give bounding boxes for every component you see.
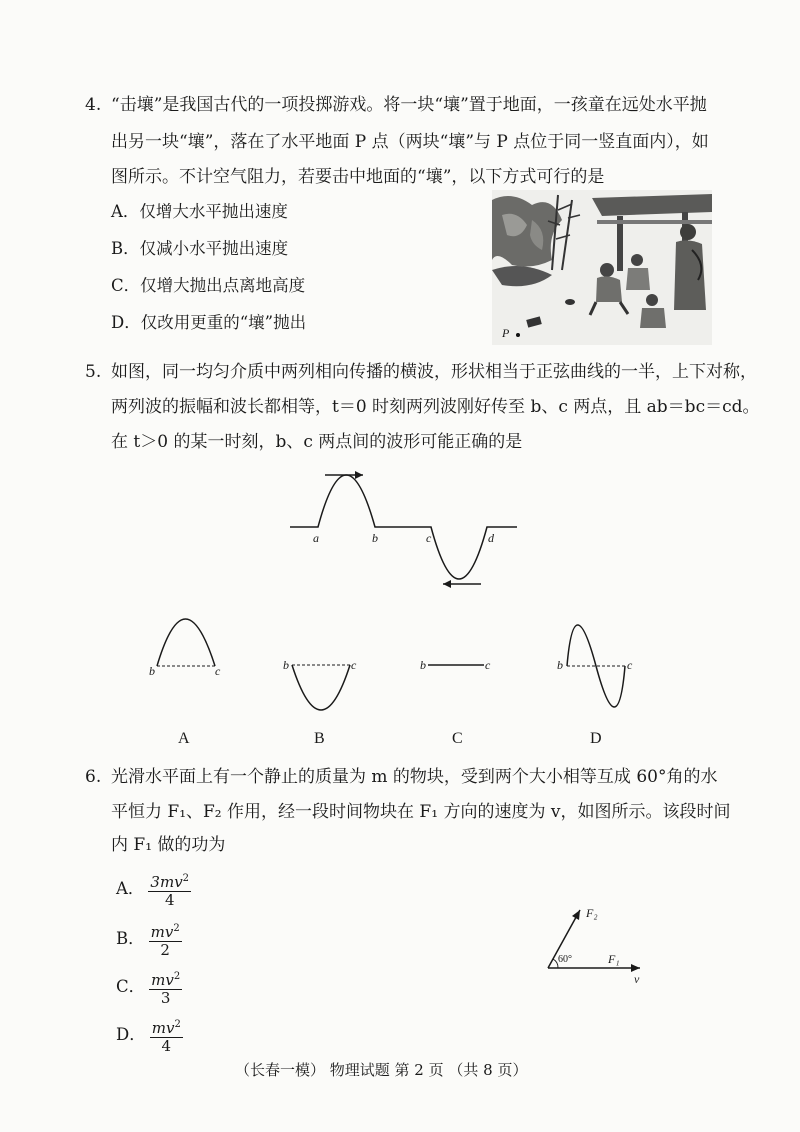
q6-option-d-num: mv [151, 1019, 175, 1037]
force-diagram [540, 900, 660, 990]
question-4-line-3: 图所示。不计空气阻力，若要击中地面的“壤”，以下方式可行的是 [111, 167, 605, 187]
q6-option-b-fraction [149, 920, 182, 959]
question-6-line-3: 内 F₁ 做的功为 [111, 835, 226, 855]
q6-option-a[interactable] [116, 870, 191, 909]
q4-option-a[interactable]: A．仅增大水平抛出速度 [111, 202, 288, 221]
question-6-line-1: 光滑水平面上有一个静止的质量为 m 的物块，受到两个大小相等互成 60°角的水 [111, 767, 718, 787]
q6-option-b-letter: B． [116, 929, 145, 948]
question-6-line-2: 平恒力 F₁、F₂ 作用，经一段时间物块在 F₁ 方向的速度为 v，如图所示。该段时间 [111, 802, 731, 822]
choice-a-c: c [215, 664, 221, 678]
choice-a-label[interactable]: A [178, 730, 190, 747]
jirang-game-illustration [492, 190, 712, 345]
f1-arrow-icon [631, 964, 640, 972]
q4-option-b[interactable]: B．仅减小水平抛出速度 [111, 239, 289, 258]
label-c: c [426, 531, 432, 545]
choice-b-c: c [351, 658, 357, 672]
choice-c-c: c [485, 658, 491, 672]
q6-option-a-fraction [148, 870, 191, 909]
q4-option-d[interactable]: D．仅改用更重的“壤”抛出 [111, 313, 307, 332]
choice-c-label[interactable]: C [452, 730, 463, 747]
question-4-line-1: “击壤”是我国古代的一项投掷游戏。将一块“壤”置于地面，一孩童在远处水平抛 [111, 95, 707, 115]
choice-b-label[interactable]: B [314, 730, 325, 747]
q4-option-c[interactable]: C．仅增大抛出点离地高度 [111, 276, 306, 295]
question-6-number: 6. [85, 767, 102, 787]
choice-a-b: b [149, 664, 155, 678]
choice-d-b: b [557, 658, 563, 672]
q6-option-c-letter: C． [116, 977, 146, 996]
right-arrow-icon [355, 471, 363, 479]
q6-option-c-num: mv [151, 971, 174, 989]
label-d: d [488, 531, 494, 545]
choice-b-figure [280, 655, 370, 725]
choice-d-figure [555, 612, 640, 724]
question-5-line-1: 如图，同一均匀介质中两列相向传播的横波，形状相当于正弦曲线的一半，上下对称， [111, 362, 757, 382]
page-footer: （长春一模） 物理试题 第 2 页 （共 8 页） [235, 1061, 528, 1079]
q6-option-d[interactable] [116, 1016, 183, 1055]
question-4-number: 4. [85, 95, 102, 115]
q6-option-b-den: 2 [160, 941, 170, 959]
q6-option-d-exp: 2 [174, 1019, 181, 1030]
q6-option-d-den: 4 [161, 1037, 172, 1055]
q6-option-a-exp: 2 [182, 873, 190, 884]
q6-option-a-letter: A． [116, 879, 145, 898]
q6-option-c-fraction [149, 968, 182, 1007]
q6-option-c[interactable] [116, 968, 182, 1007]
question-5-line-2: 两列波的振幅和波长都相等，t＝0 时刻两列波刚好传至 b、c 两点，且 ab＝bc＝cd。 [111, 397, 760, 417]
question-4-line-2: 出另一块“壤”，落在了水平地面 P 点（两块“壤”与 P 点位于同一竖直面内），如 [111, 132, 709, 152]
f2-label: F₂ [586, 906, 598, 920]
label-b: b [372, 531, 378, 545]
wave-figure [285, 465, 525, 595]
choice-d-label[interactable]: D [590, 730, 602, 747]
choice-d-c: c [627, 658, 633, 672]
question-5-line-3: 在 t＞0 的某一时刻，b、c 两点间的波形可能正确的是 [111, 432, 523, 452]
left-arrow-icon [443, 580, 451, 588]
angle-label: 60° [558, 954, 572, 965]
wave-curve [290, 475, 517, 579]
q6-option-d-fraction [150, 1016, 183, 1055]
choice-b-b: b [283, 658, 289, 672]
q6-option-a-num: 3mv [150, 873, 183, 891]
choice-a-figure [145, 612, 230, 692]
point-p-label: P [502, 326, 510, 340]
q6-option-a-den: 4 [164, 891, 175, 909]
velocity-label: v [634, 972, 640, 986]
choice-c-b: b [420, 658, 426, 672]
q6-option-b-exp: 2 [173, 923, 180, 934]
q6-option-c-den: 3 [160, 989, 171, 1007]
label-a: a [313, 531, 319, 545]
q6-option-b[interactable] [116, 920, 182, 959]
choice-c-figure [418, 655, 498, 685]
question-5-number: 5. [85, 362, 102, 382]
q6-option-d-letter: D． [116, 1025, 146, 1044]
f1-label: F₁ [608, 952, 620, 966]
q6-option-c-exp: 2 [173, 971, 181, 982]
q6-option-b-num: mv [150, 923, 174, 941]
